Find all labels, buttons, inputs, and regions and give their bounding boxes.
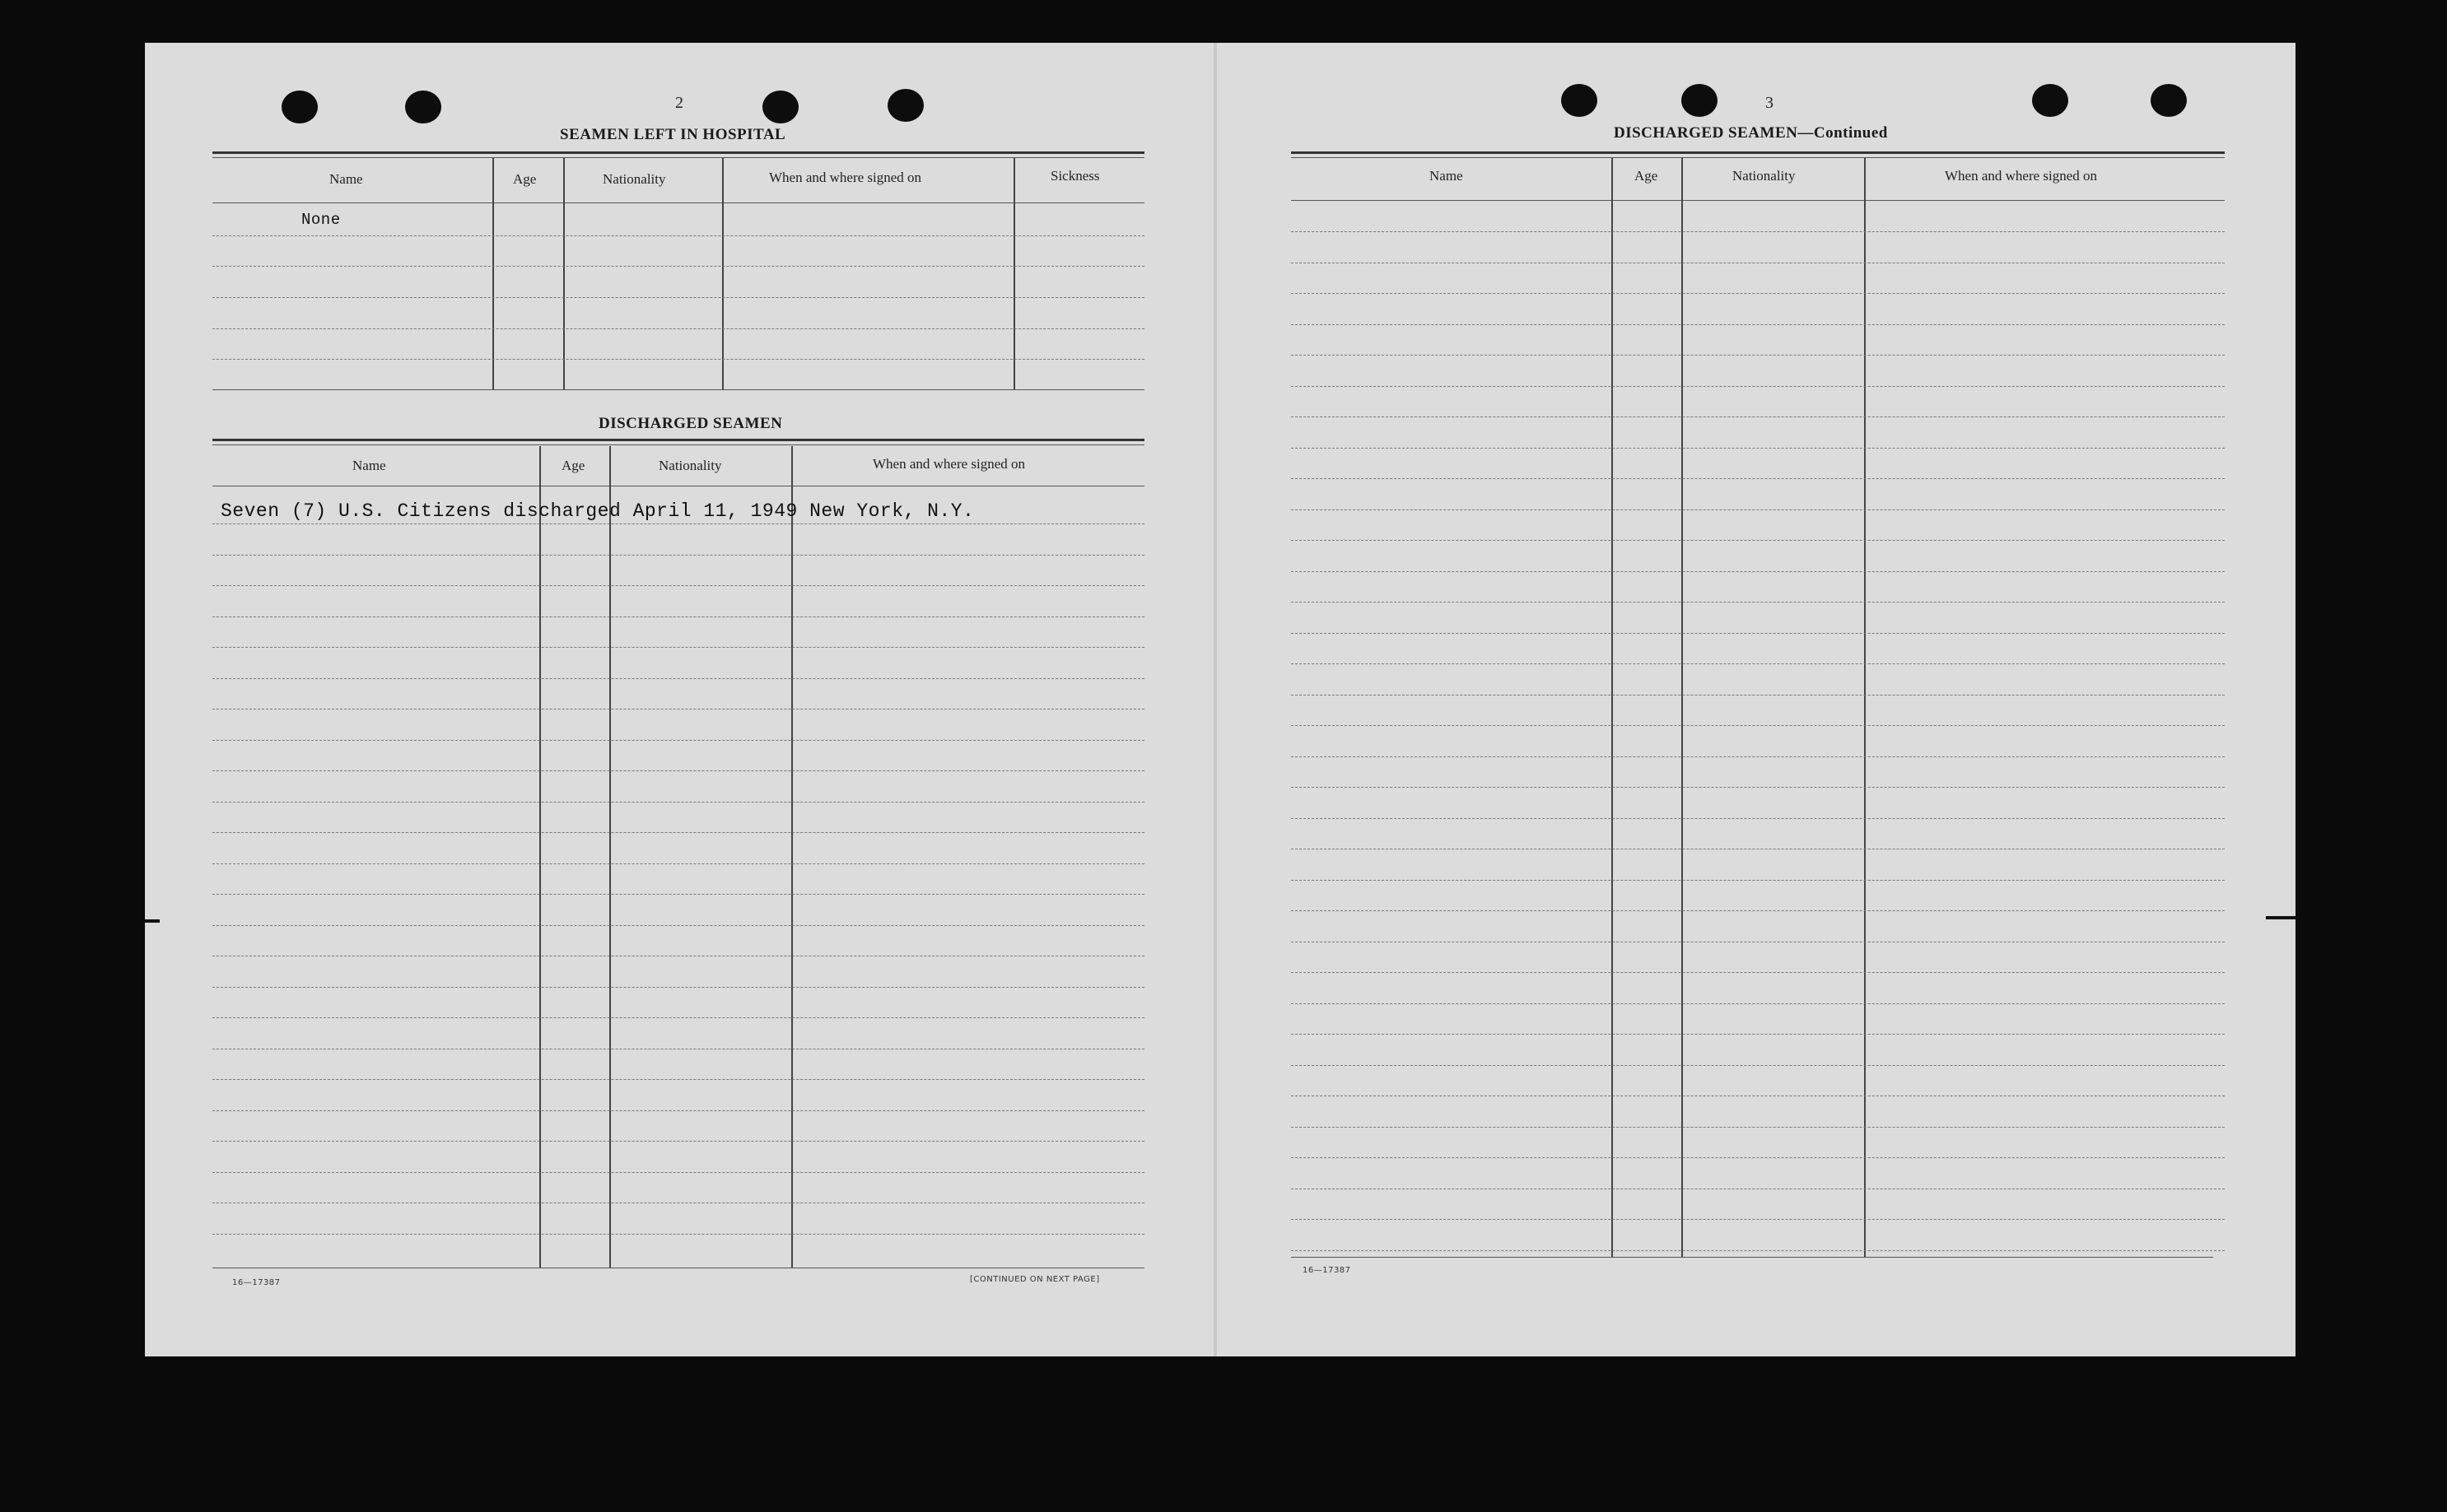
form-line: [212, 740, 1144, 741]
form-line: [212, 863, 1144, 864]
form-line: [1291, 355, 2225, 356]
column-header-nationality: Nationality: [603, 171, 666, 187]
column-divider: [563, 158, 565, 390]
form-line: [1291, 231, 2225, 232]
form-line: [212, 1234, 1144, 1235]
column-divider: [1864, 158, 1866, 1258]
form-line: [212, 235, 1144, 236]
section-title: [1614, 124, 1888, 142]
form-line: [212, 1110, 1144, 1111]
form-line: [212, 678, 1144, 679]
punch-hole: [1681, 84, 1718, 117]
form-line: [1291, 509, 2225, 510]
column-header-name: Name: [329, 171, 363, 187]
form-line: [1291, 725, 2225, 726]
page-number: 2: [675, 94, 683, 112]
column-header-nationality: Nationality: [659, 458, 722, 473]
form-line: [1291, 972, 2225, 973]
column-header-age: Age: [1634, 168, 1658, 184]
punch-hole: [762, 91, 799, 123]
form-number: 16—17387: [1303, 1266, 1351, 1275]
form-line: [1291, 416, 2225, 417]
column-header-name: Name: [1429, 168, 1463, 184]
punch-hole: [2151, 84, 2187, 117]
form-line: [212, 802, 1144, 803]
punch-hole: [1561, 84, 1597, 117]
form-line: [1291, 540, 2225, 541]
header-rule: [1291, 200, 2225, 201]
section-title-suffix: —Continued: [1797, 124, 1888, 142]
column-header-signed-on: When and where signed on: [873, 456, 1026, 472]
header-rule: [212, 202, 1144, 203]
form-line: [1291, 1127, 2225, 1128]
form-line: [212, 925, 1144, 926]
column-divider: [791, 446, 793, 1268]
table-top-rule: [212, 151, 1144, 154]
column-header-nationality: Nationality: [1732, 168, 1796, 184]
table-bottom-rule: [1291, 1257, 2213, 1258]
punch-hole: [888, 89, 924, 122]
column-divider: [722, 158, 724, 390]
section-title: DISCHARGED SEAMEN: [599, 415, 783, 432]
document-sheet: [145, 43, 2296, 1356]
column-header-age: Age: [513, 171, 537, 187]
form-line: [1291, 663, 2225, 664]
form-line: [1291, 1219, 2225, 1220]
form-line: [1291, 818, 2225, 819]
form-line: [1291, 910, 2225, 911]
form-line: [1291, 293, 2225, 294]
column-divider: [1681, 158, 1683, 1258]
form-line: [212, 328, 1144, 329]
edge-tick: [2266, 916, 2296, 919]
form-number: 16—17387: [232, 1278, 281, 1287]
form-line: [1291, 1157, 2225, 1158]
column-divider: [609, 446, 611, 1268]
edge-tick: [145, 919, 160, 923]
section-title: SEAMEN LEFT IN HOSPITAL: [560, 126, 786, 143]
form-line: [212, 1079, 1144, 1080]
form-line: [1291, 1250, 2225, 1251]
page-fold: [1214, 43, 1217, 1356]
form-line: [1291, 324, 2225, 325]
table-top-rule: [1291, 157, 2225, 158]
form-line: [212, 1017, 1144, 1018]
form-line: [212, 894, 1144, 895]
form-line: [212, 555, 1144, 556]
column-header-signed-on: When and where signed on: [769, 170, 922, 185]
form-line: [1291, 787, 2225, 788]
column-divider: [1014, 158, 1015, 390]
column-header-age: Age: [562, 458, 585, 473]
form-line: [212, 359, 1144, 360]
column-divider: [492, 158, 494, 390]
table-top-rule: [212, 444, 1144, 445]
form-line: [212, 297, 1144, 298]
form-line: [212, 616, 1144, 617]
form-line: [1291, 1065, 2225, 1066]
form-line: [212, 523, 1144, 524]
punch-hole: [405, 91, 441, 123]
form-line: [1291, 695, 2225, 696]
punch-hole: [282, 91, 318, 123]
form-line: [1291, 1003, 2225, 1004]
form-line: [212, 647, 1144, 648]
hospital-entry: None: [301, 211, 341, 229]
form-line: [1291, 1034, 2225, 1035]
table-top-rule: [1291, 151, 2225, 154]
form-line: [1291, 478, 2225, 479]
continued-note: [CONTINUED ON NEXT PAGE]: [970, 1275, 1100, 1284]
form-line: [1291, 880, 2225, 881]
section-title-main: DISCHARGED SEAMEN: [1614, 124, 1798, 142]
form-line: [1291, 756, 2225, 757]
punch-hole: [2032, 84, 2068, 117]
form-line: [212, 585, 1144, 586]
form-line: [212, 987, 1144, 988]
column-divider: [1611, 158, 1613, 1258]
form-line: [1291, 571, 2225, 572]
form-line: [212, 1172, 1144, 1173]
column-header-signed-on: When and where signed on: [1945, 168, 2098, 184]
form-line: [212, 1141, 1144, 1142]
table-top-rule: [212, 157, 1144, 158]
discharged-entry: Seven (7) U.S. Citizens discharged April 11, 1949 New York, N.Y.: [221, 500, 975, 522]
column-header-sickness: Sickness: [1051, 168, 1100, 184]
table-bottom-rule: [212, 389, 1144, 390]
column-divider: [539, 446, 541, 1268]
form-line: [1291, 633, 2225, 634]
page-number: 3: [1765, 94, 1773, 112]
table-top-rule: [212, 439, 1144, 441]
form-line: [212, 266, 1144, 267]
form-line: [212, 832, 1144, 833]
form-line: [1291, 386, 2225, 387]
column-header-name: Name: [352, 458, 386, 473]
form-line: [212, 770, 1144, 771]
form-line: [1291, 448, 2225, 449]
